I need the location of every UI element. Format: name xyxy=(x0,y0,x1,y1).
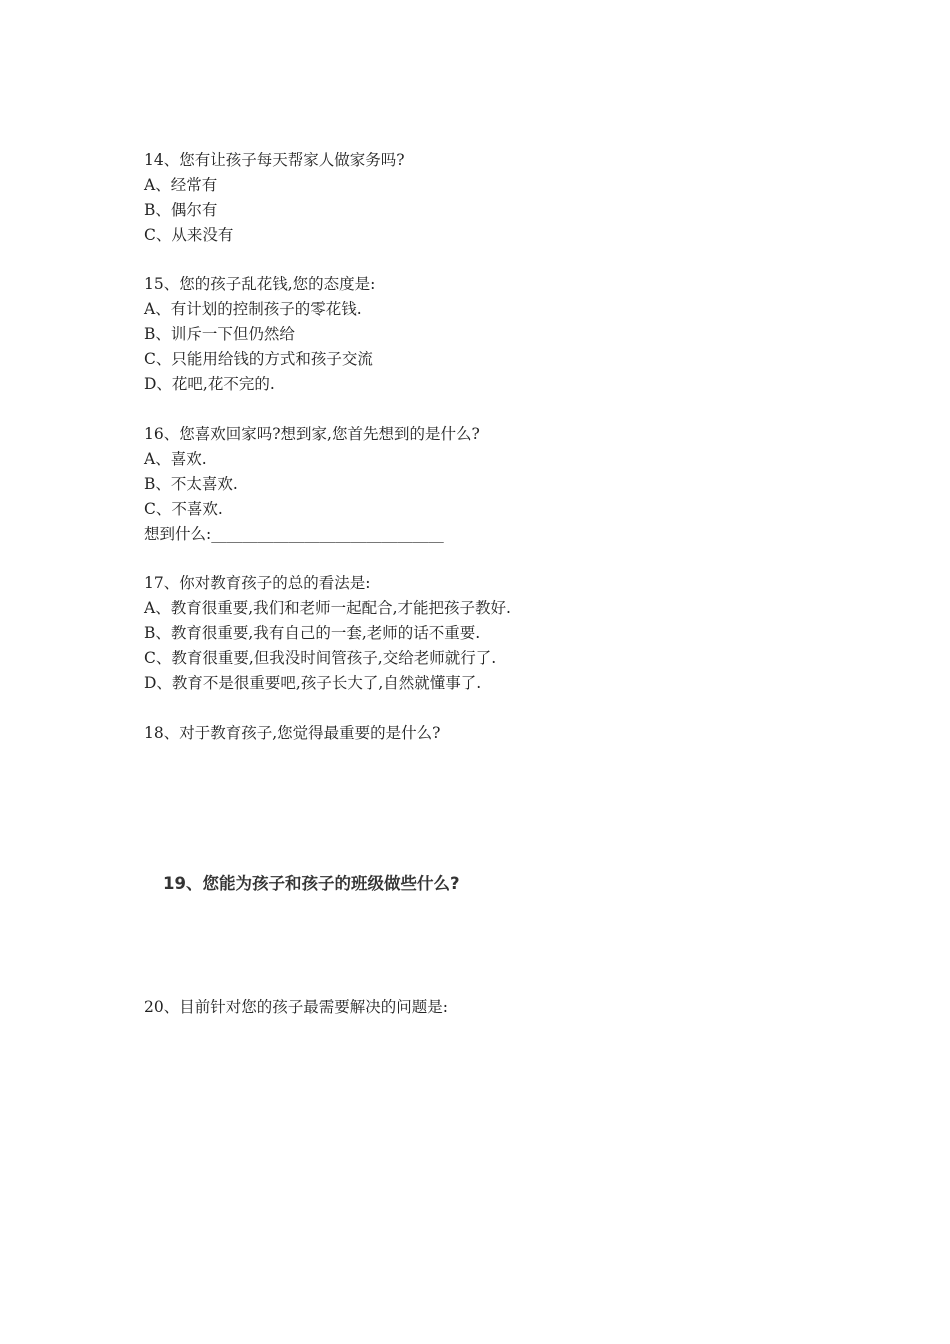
question-15-option-a: A、有计划的控制孩子的零花钱. xyxy=(144,300,362,318)
question-15-option-b: B、训斥一下但仍然给 xyxy=(144,325,295,343)
question-14-option-c: C、从来没有 xyxy=(144,226,234,244)
question-14-option-a: A、经常有 xyxy=(144,176,218,194)
question-16-option-b: B、不太喜欢. xyxy=(144,475,238,493)
question-14-option-b: B、偶尔有 xyxy=(144,201,218,219)
question-16-fill-in: 想到什么:______________________________ xyxy=(144,525,444,543)
question-18-title: 18、对于教育孩子,您觉得最重要的是什么? xyxy=(144,724,441,742)
question-15-option-d: D、花吧,花不完的. xyxy=(144,375,275,393)
question-15-option-c: C、只能用给钱的方式和孩子交流 xyxy=(144,350,373,368)
question-16-option-a: A、喜欢. xyxy=(144,450,207,468)
question-15-title: 15、您的孩子乱花钱,您的态度是: xyxy=(144,275,376,293)
question-17-option-d: D、教育不是很重要吧,孩子长大了,自然就懂事了. xyxy=(144,674,482,692)
question-19-title: 19、您能为孩子和孩子的班级做些什么? xyxy=(163,874,460,893)
question-17-option-a: A、教育很重要,我们和老师一起配合,才能把孩子教好. xyxy=(144,599,511,617)
question-16-option-c: C、不喜欢. xyxy=(144,500,223,518)
question-20-title: 20、目前针对您的孩子最需要解决的问题是: xyxy=(144,998,448,1016)
question-17-option-c: C、教育很重要,但我没时间管孩子,交给老师就行了. xyxy=(144,649,497,667)
question-17-option-b: B、教育很重要,我有自己的一套,老师的话不重要. xyxy=(144,624,481,642)
question-14-title: 14、您有让孩子每天帮家人做家务吗? xyxy=(144,151,405,169)
question-17-title: 17、你对教育孩子的总的看法是: xyxy=(144,574,371,592)
question-16-title: 16、您喜欢回家吗?想到家,您首先想到的是什么? xyxy=(144,425,480,443)
